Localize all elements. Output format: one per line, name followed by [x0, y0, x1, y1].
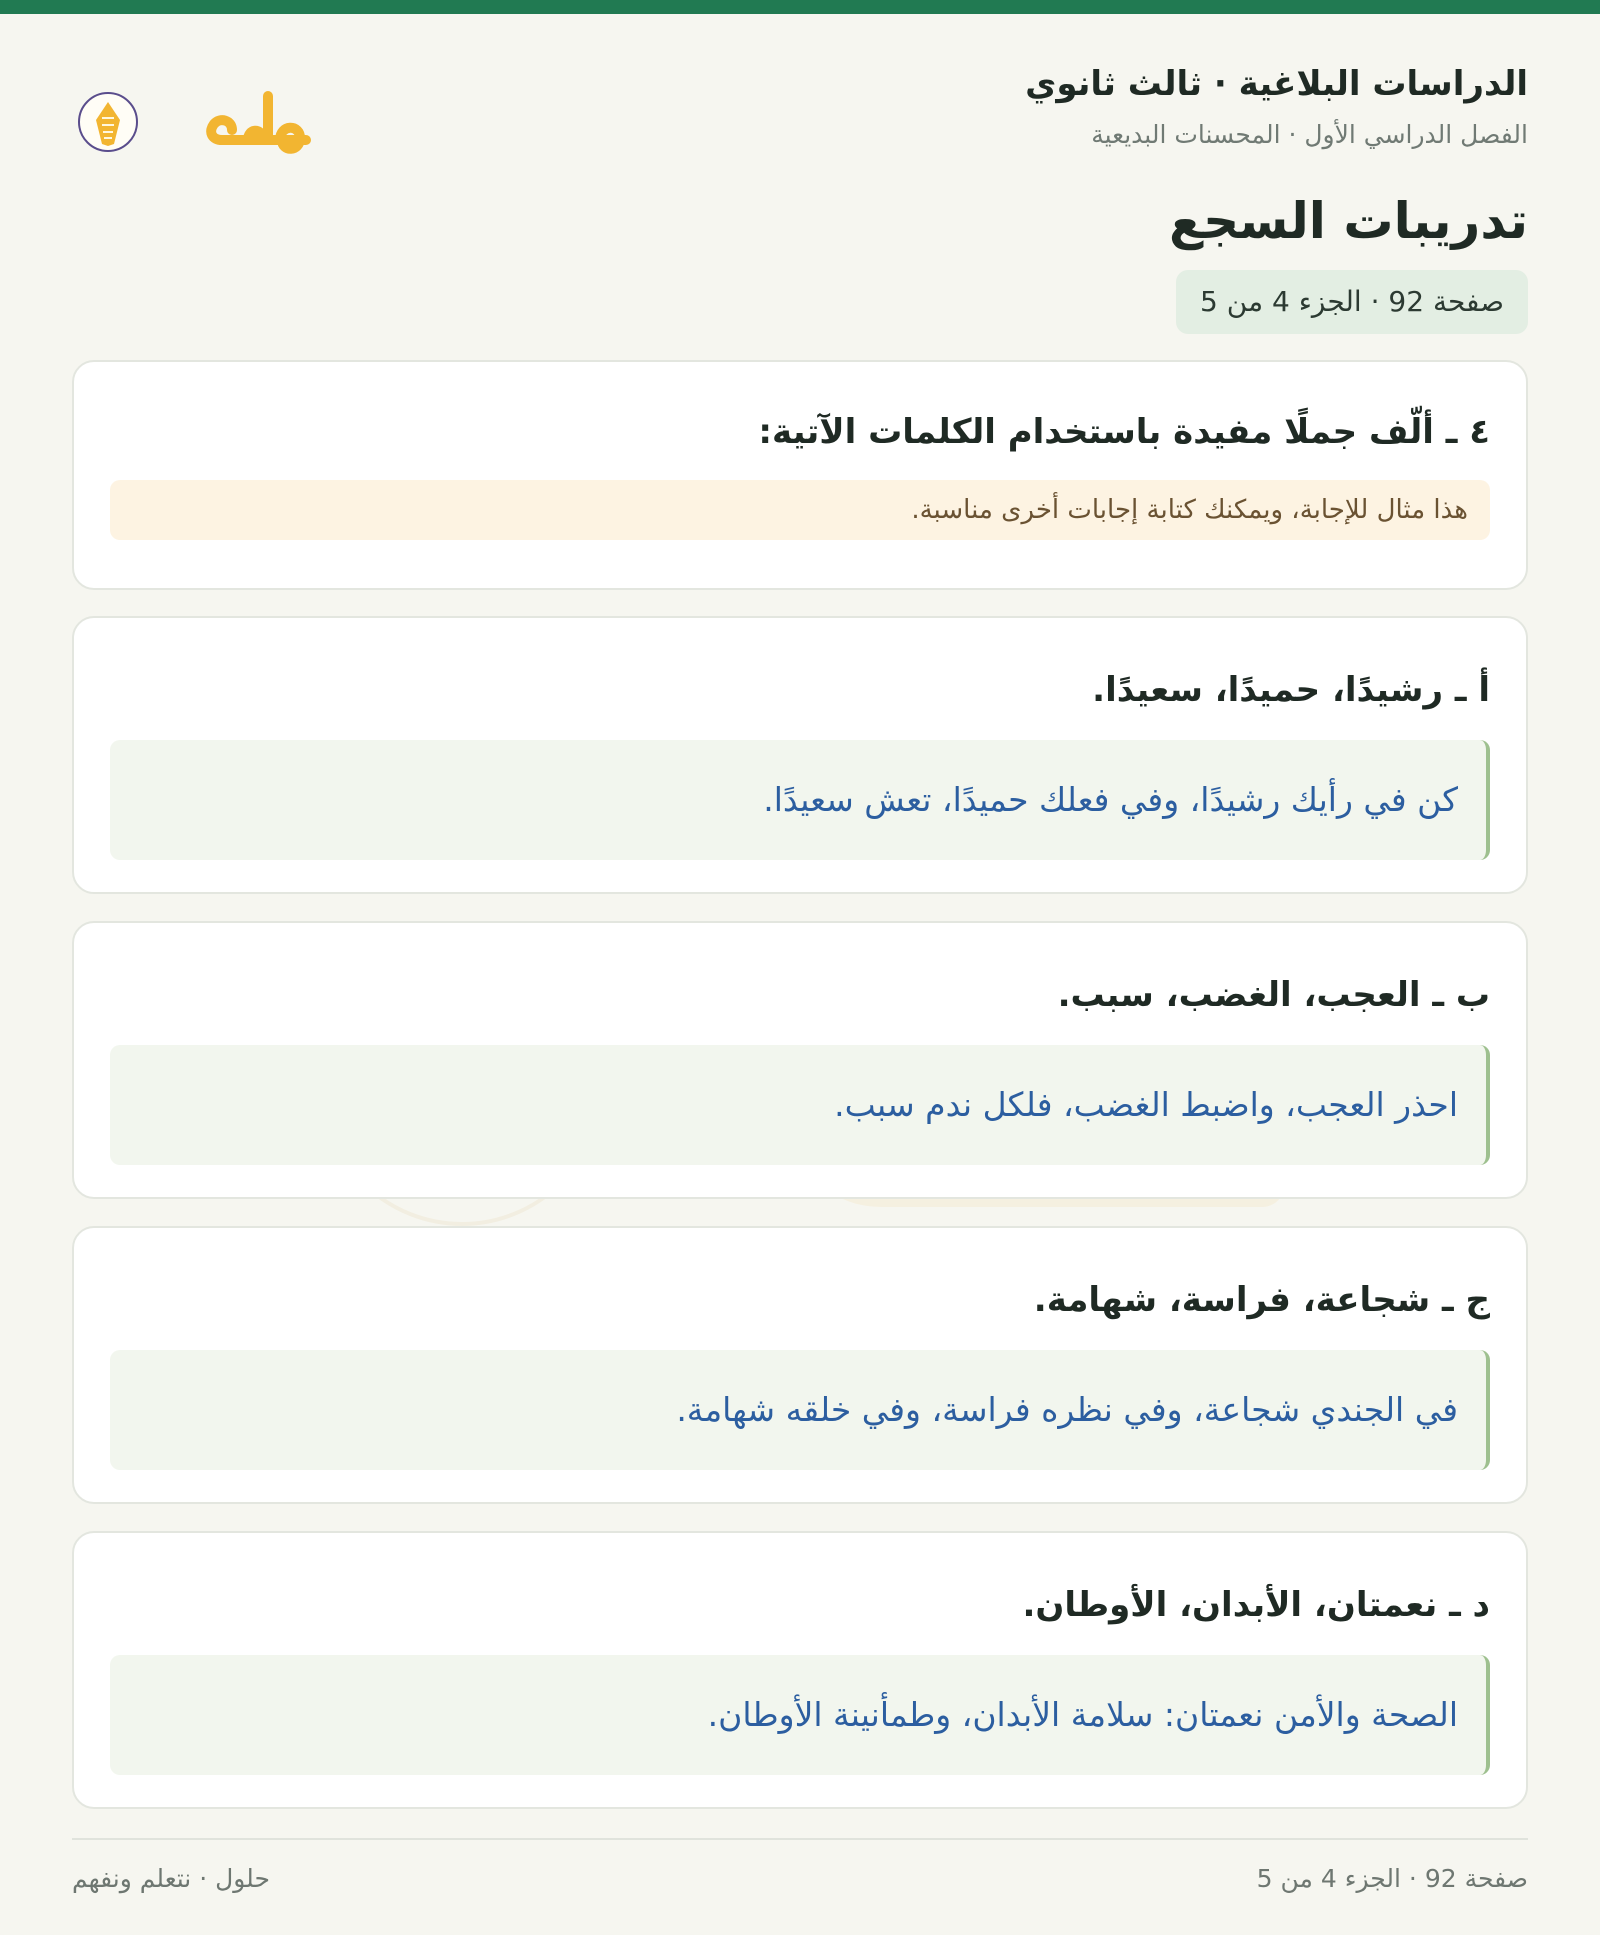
exercise-prompt: ٤ ـ ألّف جملًا مفيدة باستخدام الكلمات الآتية: [758, 412, 1490, 452]
lesson-title: تدريبات السجع [1168, 192, 1528, 250]
footer-page-info: صفحة 92 · الجزء 4 من 5 [1256, 1864, 1528, 1893]
course-title: الدراسات البلاغية · ثالث ثانوي [1025, 64, 1528, 104]
footer-brand: حلول · نتعلم ونفهم [72, 1864, 270, 1893]
item-answer: كن في رأيك رشيدًا، وفي فعلك حميدًا، تعش سعيدًا. [110, 740, 1490, 860]
exercise-card [72, 360, 1528, 590]
course-subtitle: الفصل الدراسي الأول · المحسنات البديعية [1091, 120, 1528, 149]
exercise-note: هذا مثال للإجابة، ويمكنك كتابة إجابات أخرى مناسبة. [110, 480, 1490, 540]
top-accent-bar [0, 0, 1600, 14]
logo-wordmark [211, 96, 306, 149]
item-title: د ـ نعمتان، الأبدان، الأوطان. [1022, 1585, 1490, 1625]
item-answer: احذر العجب، واضبط الغضب، فلكل ندم سبب. [110, 1045, 1490, 1165]
item-title: أ ـ رشيدًا، حميدًا، سعيدًا. [1092, 670, 1490, 710]
header [72, 64, 1528, 154]
exercise-item [72, 921, 1528, 1199]
exercise-item [72, 616, 1528, 894]
item-answer: في الجندي شجاعة، وفي نظره فراسة، وفي خلقه شهامة. [110, 1350, 1490, 1470]
exercise-item [72, 1226, 1528, 1504]
item-title: ج ـ شجاعة، فراسة، شهامة. [1033, 1280, 1490, 1320]
exercise-item [72, 1531, 1528, 1809]
item-title: ب ـ العجب، الغضب، سبب. [1057, 975, 1490, 1015]
page [72, 14, 1528, 1935]
page-badge: صفحة 92 · الجزء 4 من 5 [1176, 270, 1528, 334]
hulul-logo [72, 72, 312, 172]
footer-divider [72, 1838, 1528, 1840]
item-answer: الصحة والأمن نعمتان: سلامة الأبدان، وطمأنينة الأوطان. [110, 1655, 1490, 1775]
